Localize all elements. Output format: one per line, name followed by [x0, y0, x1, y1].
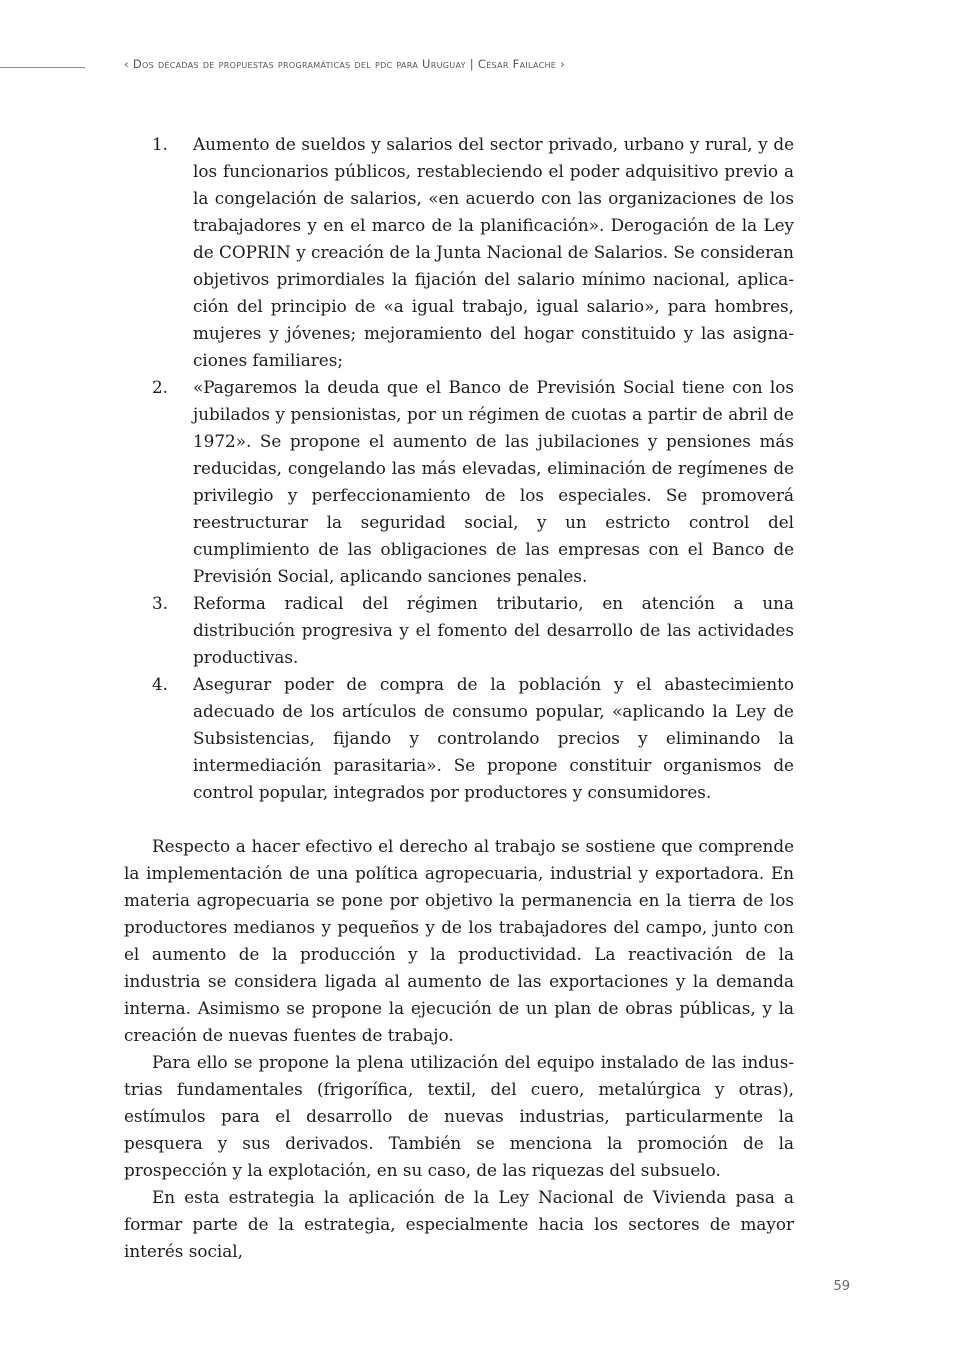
header-rule: [0, 67, 85, 68]
page-body: [124, 131, 794, 1265]
list-item: [124, 131, 794, 374]
page-number: 59: [833, 1279, 850, 1294]
paragraph: Respecto a hacer efectivo el derecho al trabajo se sostiene que comprende la implementación de una política agropecuaria, industrial y exportadora. En materia agropecuaria se pone por objetivo la permanencia en la tierra de los productores medianos y pequeños y de los trabajadores del campo, junto con el aumento de la producción y la productividad. La reactivación de la industria se considera ligada al aumento de las exportaciones y la demanda interna. Asimismo se propone la ejecución de un plan de obras públicas, y la creación de nuevas fuentes de trabajo.: [124, 836, 794, 1045]
list-item-number: 1.: [152, 134, 169, 154]
list-item: [124, 374, 794, 590]
list-item-text: «Pagaremos la deuda que el Banco de Previsión Social tiene con los jubilados y pensionistas, por un régimen de cuotas a partir de abril de 1972». Se propone el aumento de las jubilaciones y pensiones más reducidas, congelando las más elevadas, eliminación de regímenes de privilegio y perfeccionamiento de los especiales. Se promoverá reestructurar la seguridad social, y un estricto control del cumplimiento de las obligaciones de las empresas con el Banco de Previsión Social, aplicando sanciones penales.: [193, 377, 794, 586]
list-item-text: Aumento de sueldos y salarios del sector privado, urbano y rural, y de los funcionarios públicos, restableciendo el poder adquisitivo previo a la congelación de salarios, «en acuerdo con las organizaciones de los trabajadores y en el marco de la planificación». Derogación de la Ley de COPRIN y creación de la Junta Nacional de Salarios. Se consideran objetivos primordiales la fijación del salario mínimo nacional, aplicación del principio de «a igual trabajo, igual salario», para hombres, mujeres y jóvenes; mejoramiento del hogar constituido y las asignaciones familiares;: [193, 134, 794, 370]
list-item: [124, 671, 794, 806]
list-item-number: 3.: [152, 593, 169, 613]
list-item-number: 4.: [152, 674, 169, 694]
body-text: [124, 833, 794, 1265]
running-header: ‹ Dos décadas de propuestas programáticas del pdc para Uruguay | César Failache ›: [124, 57, 565, 71]
list-item-text: Asegurar poder de compra de la población y el abastecimiento adecuado de los artículos de consumo popular, «aplicando la Ley de Subsistencias, fijando y controlando precios y eliminando la intermediación parasitaria». Se propone constituir organismos de control popular, integrados por productores y consumidores.: [193, 674, 794, 802]
numbered-list: [124, 131, 794, 806]
list-item: [124, 590, 794, 671]
list-item-text: Reforma radical del régimen tributario, en atención a una distribución progresiva y el fomento del desarrollo de las actividades productivas.: [193, 593, 794, 667]
paragraph: En esta estrategia la aplicación de la Ley Nacional de Vivienda pasa a formar parte de la estrategia, especialmente hacia los sectores de mayor interés social,: [124, 1187, 794, 1261]
list-item-number: 2.: [152, 377, 169, 397]
paragraph: Para ello se propone la plena utilización del equipo instalado de las industrias fundamentales (frigorífica, textil, del cuero, metalúrgica y otras), estímulos para el desarrollo de nuevas industrias, particularmente la pesquera y sus derivados. También se menciona la promoción de la prospección y la explotación, en su caso, de las riquezas del subsuelo.: [124, 1052, 794, 1180]
